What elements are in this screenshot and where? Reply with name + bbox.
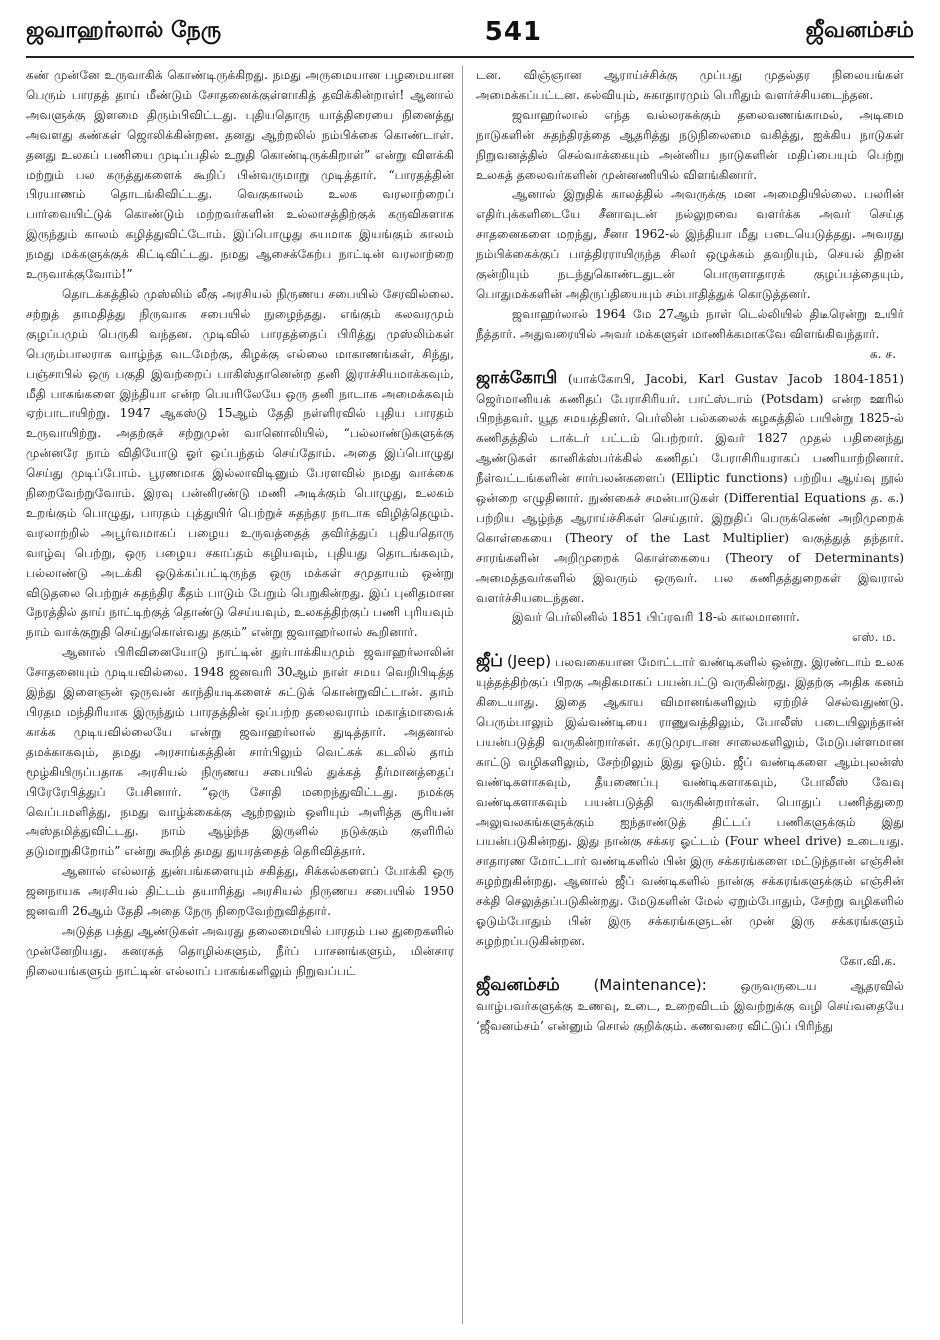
paragraph: ஆனால் எல்லாத் துன்பங்களையும் சகித்து, சிக்கல்களைப் போக்கி ஒரு ஜனநாயக அரசியல் திட்டம் தயாரித்து அரசியல் நிருணய சபையில் 1950 ஜனவரி 26ஆம் தேதி அதை நேரு நிறைவேற்றுவித்தார்.: [26, 864, 454, 919]
entry-body: (யாக்கோபி, Jacobi, Karl Gustav Jacob 1804-1851) ஜெர்மானியக் கணிதப் பேராசிரியர். பாட்ஸ்டாம் (Potsdam) என்ற ஊரில் பிறந்தவர். யூத சமயத்தினர். பெர்லின் பல்கலைக் கழகத்தில் பயின்று 1825-ல் கணிதத்தில் டாக்டர் பட்டம் பெற்றார். இவர் 1827 முதல் பதினைந்து ஆண்டுகள் கானிக்ஸ்பர்க்கில் கணிதப் பேராசிரியராகப் பணியாற்றினார். நீள்வட்டங்களின் சார்பலன்களைப் (Elliptic functions) பற்றிய ஆய்வு நூல் ஒன்றை எழுதினார். நுண்கைச் சமன்பாடுகள் (Differential Equations த. க.) பற்றிய ஆழ்ந்த ஆராய்ச்சிகள் செய்தார். இறுதிப் பெருக்கெண் அறிமுறைக் கொள்கையை (Theory of the Last Multiplier) வகுத்துத் தந்தார். சாரங்களின் அறிமுறைக் கொள்கையை (Theory of Determinants) அமைத்தவர்களில் இவரும் ஒருவர். பல கணிதத்துறைகள் இவரால் வளர்ச்சியடைந்தன.: [476, 371, 904, 605]
running-head-left: ஜவாஹர்லால் நேரு: [26, 18, 222, 43]
entry-headword: ஜீவனம்சம்: [476, 974, 560, 995]
author-signature: எஸ். ம.: [851, 630, 896, 645]
entry-headword: ஜாக்கோபி: [476, 367, 558, 388]
entry-body: பலவகையான மோட்டார் வண்டிகளில் ஒன்று. இரண்டாம் உலக யுத்தத்திற்குப் பிறகு அதிகமாகப் பயன்பட்டு வருகின்றது. இதற்கு அதிக கனம் கிடையாது. இதை ஆகாய விமானங்களிலும் ஏற்றிச் செல்வதுண்டு. பெரும்பாலும் இவ்வண்டியை ராணுவத்திலும், போலீஸ் படையிலுந்தான் பயன்படுத்தி வருகின்றார்கள். கரடுமுரடான சாலைகளிலும், மேடுபள்ளமான காட்டு வழிகளிலும், சேற்றிலும் இது ஓடும். ஜீப் வண்டிகளை ஆம்புலன்ஸ் வண்டிகளாகவும், தீயணைப்பு வண்டிகளாகவும், போலீஸ் வேவு வண்டிகளாகவும் பயன்படுத்தி வருகின்றார்கள். பொதுப் பணித்துறை அலுவலகங்களுக்கும் ஐந்தாண்டுத் திட்டப் பணிகளுக்கும் இது பயன்படுகின்றது. இது நான்கு சக்கர ஓட்டம் (Four wheel drive) உடையது. சாதாரண மோட்டார் வண்டிகளில் பின் இரு சக்கரங்களை மட்டுந்தான் எஞ்சின் சுழற்றுகின்றது. ஆனால் ஜீப் வண்டிகளில் நான்கு சக்கரங்களுக்கும் எஞ்சின் சக்தி செலுத்தப்படுகின்றது. மேடுகளின் மேல் ஏறும்போதும், சேற்று வழிகளில் ஓடும்போதும் பின் இரு சக்கரங்களுடன் முன் இரு சக்கரங்களும் சுழற்றப்படுகின்றன.: [476, 655, 904, 948]
paragraph: அடுத்த பத்து ஆண்டுகள் அவரது தலைமையில் பாரதம் பல துறைகளில் முன்னேறியது. கனரகத் தொழில்களும், நீர்ப் பாசனங்களும், மின்சார நிலையங்களும் நாட்டின் எல்லாப் பாகங்களிலும் நிறுவப்பட்: [26, 923, 454, 978]
paragraph: ஜவாஹர்லால் எந்த வல்லரசுக்கும் தலைவணங்காமல், அடிமை நாடுகளின் சுதந்திரத்தை ஆதரித்து நடுநிலைமை வகித்து, ஐக்கிய நாடுகள் நிறுவனத்தில் செல்வாக்கையும் அன்னிய நாடுகளின் மதிப்பையும் பெற்று உலகத் தலைவர்களின் முன்னணியில் விளங்கினார்.: [476, 107, 904, 182]
paragraph: கண் முன்னே உருவாகிக் கொண்டிருக்கிறது. நமது அருமையான பழமையான பெரும் பாரதத் தாய் மீண்டும் சோதனைக்குள்ளாகித் தவிக்கின்றாள்! ஆனால் அவளுக்கு இளமை திரும்பிவிட்டது. புதியதொரு யாத்திரையை நினைத்து அவளது கண்கள் ஜொலிக்கின்றன. தனது ஆற்றலில் நம்பிக்கை கொண்டாள். தனது உலகப் பணியை முடிப்பதில் உறுதி கொண்டிருக்கிறாள்” என்று விளக்கி மற்றும் பல கருத்துகளைக் கூறிப் பின்வருமாறு முடித்தார். “பாரதத்தின் பிரயாணம் தொடங்கிவிட்டது. வெகுகாலம் உலக வரலாற்றைப் பார்வையிட்டுக் கொண்டும் மற்றவர்களின் உல்லாசத்திற்குக் கருவிகளாக இருந்தும் காலம் கழித்துவிட்டோம். இப்பொழுது சுயமாக இயங்கும் காலம் நமது மக்களுக்குக் கிட்டிவிட்டது. நமது ஆசைக்கேற்ப நாட்டின் வரலாற்றை உருவாக்குவோம்!”: [26, 68, 454, 282]
left-column: [26, 66, 454, 1324]
page-number: 541: [484, 17, 543, 47]
entry-text: இவர் பெர்லினில் 1851 பிப்ரவரி 18-ல் காலமானார்.: [512, 610, 800, 625]
page-header: [26, 12, 914, 52]
entry-headword-english: (Maintenance):: [593, 975, 707, 994]
paragraph: ஜவாஹர்லால் 1964 மே 27ஆம் நாள் டெல்லியில் திடீரென்று உயிர் நீத்தார். அதுவரையில் அவர் மக்களுள் மாணிக்கமாகவே விளங்கிவந்தார்.: [476, 306, 904, 341]
entry-body: ஒருவருடைய ஆதரவில் வாழ்பவர்களுக்கு உணவு, உடை, உறைவிடம் இவற்றுக்கு வழி செய்வதையே ‘ஜீவனம்சம்’ என்னும் சொல் குறிக்கும். கணவரை விட்டுப் பிரிந்து: [476, 978, 904, 1033]
entry-headword-english: (Jeep): [506, 652, 552, 671]
paragraph: ஆனால் இறுதிக் காலத்தில் அவருக்கு மன அமைதியில்லை. பலரின் எதிர்புக்களிடையே சீனாவுடன் நல்லுறவை வளர்க்க அவர் செய்த சாதனைகளை மறந்து, சீனா 1962-ல் இந்தியா மீது படையெடுத்தது. அவரது நம்பிக்கைக்குப் பாத்திரராயிருந்த சிலர் ஒழுக்கம் தவறியும், செயல் திறன் குன்றியும் நடந்துகொண்டதுடன் பொருளாதாரக் குழப்பத்தையும், பொதுமக்களின் அதிருப்தியையும் சம்பாதித்துக் கொடுத்தனர்.: [476, 187, 904, 301]
entry-headword: ஜீப்: [476, 651, 503, 672]
paragraph: ஆனால் பிரிவினையோடு நாட்டின் துர்பாக்கியமும் ஜவாஹர்லாலின் சோதனையும் முடியவில்லை. 1948 ஜனவரி 30ஆம் நாள் சமய வெறிபிடித்த இந்து இளைஞன் ஒருவன் காந்தியடிகளைச் சுட்டுக் கொன்றுவிட்டான். தாம் பிரதம மந்திரியாக இருந்தும் பாரதத்தின் ஒப்பற்ற தலைவராம் மகாத்மாவைக் காக்க முடியவில்லையே என்று ஜவாஹர்லால் துடித்தார். அதனால் தமக்காகவும், தமது அரசாங்கத்தின் சார்பிலும் வெட்கக் கடலில் தாம் மூழ்கியிருப்பதாக அரசியல் நிருணய சபையில் துக்கத் தீர்மானத்தைப் பிரேரேபித்துப் பேசினார். “ஒரு சோதி மறைந்துவிட்டது. நமக்கு வெப்பமளித்து, நமது வாழ்க்கைக்கு ஆற்றலும் ஒளியும் அளித்த சூரியன் அஸ்தமித்துவிட்டது. நாம் ஆழ்ந்த இருளில் நடுக்கும் குளிரில் தடுமாறுகிறோம்” என்று கூறித் தமது துயரத்தைத் தெரிவித்தார்.: [26, 645, 454, 859]
column-divider: [462, 66, 463, 1324]
entry-maintenance: [476, 976, 904, 1037]
author-signature: க. ச.: [869, 346, 896, 361]
running-head-right: ஜீவனம்சம்: [805, 18, 914, 43]
entry-jeep: [476, 652, 904, 972]
paragraph: தொடக்கத்தில் முஸ்லிம் லீகு அரசியல் நிருணய சபையில் சேரவில்லை. சற்றுத் தாமதித்து நிருவாக சபையில் நுழைந்தது. எங்கும் கலவரமும் குழப்பமும் பெருகி வந்தன. முடிவில் பாரதத்தைப் பிரித்து முஸ்லிம்கள் பெரும்பாலராக வாழ்ந்த வடமேற்கு, கிழக்கு எல்லை மாகாணங்கள், சிந்து, பஞ்சாபில் ஒரு பகுதி இவற்றைப் பாகிஸ்தானென்ற தனி இராச்சியமாக்கவும், மீதி பாகங்களை இந்தியா என்ற பெயரிலேயே ஒரு தனி நாடாக அமைக்கவும் ஏற்பாடாயிற்று. 1947 ஆகஸ்டு 15ஆம் தேதி நள்ளிரவில் புதிய பாரதம் உருவாயிற்று. அதற்குச் சற்றுமுன் வானொலியில், “பல்லாண்டுகளுக்கு முன்னரே நாம் விதியோடு ஓர் ஒப்பந்தம் செய்தோம். அதை இப்பொழுது செய்து முடிப்போம். பூரணமாக இல்லாவிடினும் பேரளவில் நமது வாக்கை நிறைவேற்றுவோம். இரவு பன்னிரண்டு மணி அடிக்கும் பொழுது, உலகம் உறங்கும் பொழுது, பாரதம் புத்துயிர் பெற்றுச் சுதந்தர நாடாக விழித்தெழும். வரலாற்றில் அபூர்வமாகப் பழைய உருவத்தைத் தவிர்த்துப் புதியதொரு வாழ்வு பெற்று, ஒரு பழைய சகாப்தம் கழியவும், புதியது தொடங்கவும், பல்லாண்டு அடக்கி ஒடுக்கப்பட்டிருந்த ஒரு மக்கள் சமுதாயம் ஒன்று விடுதலை பெற்றுச் சுதந்திர கீதம் பாடும் பேறும் பெறுகின்றது. இப் புனிதமான நேரத்தில் தாய் நாட்டிற்குத் தொண்டு செய்யவும், உலகத்திற்குப் பணி புரியவும் நாம் வாக்குறுதி செய்துகொள்வது தகும்” என்று ஜவாஹர்லால் கூறினார்.: [26, 286, 454, 640]
right-column: [476, 66, 904, 1324]
paragraph: டன. விஞ்ஞான ஆராய்ச்சிக்கு முப்பது முதல்தர நிலையங்கள் அமைக்கப்பட்டன. கல்வியும், சுகாதாரமும் பெரிதும் வளர்ச்சியடைந்தன.: [476, 68, 904, 102]
author-signature: கோ.வி.க.: [839, 953, 896, 968]
header-rule: [26, 56, 914, 58]
entry-jacobi: [476, 369, 904, 649]
